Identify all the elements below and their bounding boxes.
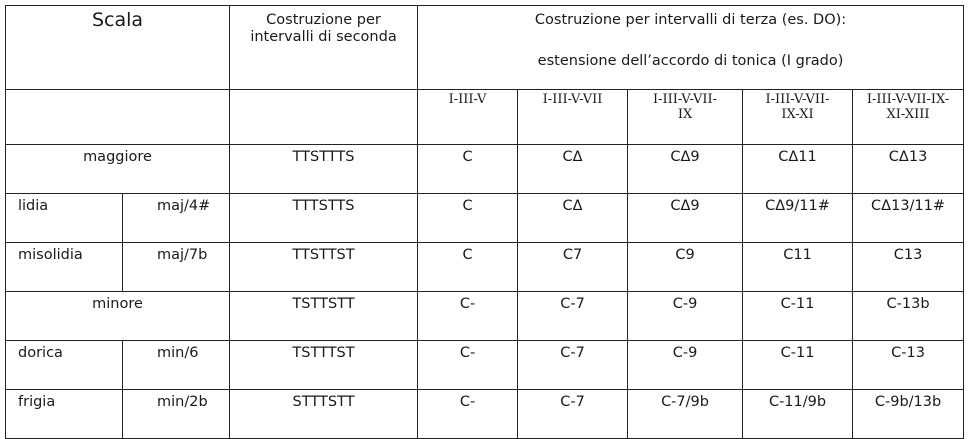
header-second-intervals [230,6,418,90]
table-row [6,390,964,439]
header-second-line1: Costruzione per [266,12,381,28]
header-row [6,6,964,90]
header-third-intervals [418,6,964,90]
chord-cell: C13 [853,243,964,292]
chord-cell: C9 [628,243,743,292]
interval-pattern: STTTSTT [230,390,418,439]
chord-cell: C-13b [853,292,964,341]
interval-pattern: TSTTSTT [230,292,418,341]
scale-name: maggiore [6,145,230,194]
chord-col-header: I-III-V-VII [518,90,628,145]
scale-chord-table [5,5,964,439]
chord-cell: C-11/9b [743,390,853,439]
chord-cell: C-11 [743,341,853,390]
chord-cell: C [418,145,518,194]
chord-cell: C-7/9b [628,390,743,439]
scale-name: misolidia [6,243,123,292]
chord-cell: CΔ [518,145,628,194]
chord-cell: CΔ13/11# [853,194,964,243]
chord-cell: C- [418,390,518,439]
chord-cell: CΔ9 [628,194,743,243]
header-second-line2: intervalli di seconda [250,29,397,45]
chord-cell: CΔ [518,194,628,243]
interval-pattern: TSTTTST [230,341,418,390]
scale-alias: maj/4# [123,194,230,243]
table-row [6,292,964,341]
chord-cell: C-7 [518,292,628,341]
chord-cell: C-9b/13b [853,390,964,439]
chord-cell: CΔ11 [743,145,853,194]
interval-pattern: TTTSTTS [230,194,418,243]
chord-col-header: I-III-V-VII-IX- XI-XIII [853,90,964,145]
chord-cell: CΔ13 [853,145,964,194]
header-scala: Scala [6,6,230,90]
interval-pattern: TTSTTST [230,243,418,292]
header-terza-line2: estensione dell’accordo di tonica (I grado) [537,53,844,69]
chord-col-header: I-III-V [418,90,518,145]
subheader-row [6,90,964,145]
chord-cell: C-7 [518,390,628,439]
subheader-empty-scale [6,90,230,145]
header-terza-line1: Costruzione per intervalli di terza (es. DO): [534,12,847,28]
table-row [6,194,964,243]
chord-cell: C7 [518,243,628,292]
chord-cell: CΔ9 [628,145,743,194]
chord-col-header: I-III-V-VII- IX [628,90,743,145]
chord-cell: C-9 [628,292,743,341]
scale-alias: maj/7b [123,243,230,292]
chord-col-header: I-III-V-VII- IX-XI [743,90,853,145]
table-row [6,243,964,292]
interval-pattern: TTSTTTS [230,145,418,194]
scale-name: frigia [6,390,123,439]
chord-cell: C- [418,292,518,341]
scale-name: minore [6,292,230,341]
chord-cell: C [418,243,518,292]
chord-cell: C [418,194,518,243]
scale-name: dorica [6,341,123,390]
chord-cell: C11 [743,243,853,292]
scale-alias: min/2b [123,390,230,439]
scale-name: lidia [6,194,123,243]
subheader-empty-pattern [230,90,418,145]
scale-alias: min/6 [123,341,230,390]
chord-cell: CΔ9/11# [743,194,853,243]
chord-cell: C-13 [853,341,964,390]
chord-cell: C-9 [628,341,743,390]
table-row [6,341,964,390]
table-row [6,145,964,194]
chord-cell: C- [418,341,518,390]
chord-cell: C-11 [743,292,853,341]
chord-cell: C-7 [518,341,628,390]
